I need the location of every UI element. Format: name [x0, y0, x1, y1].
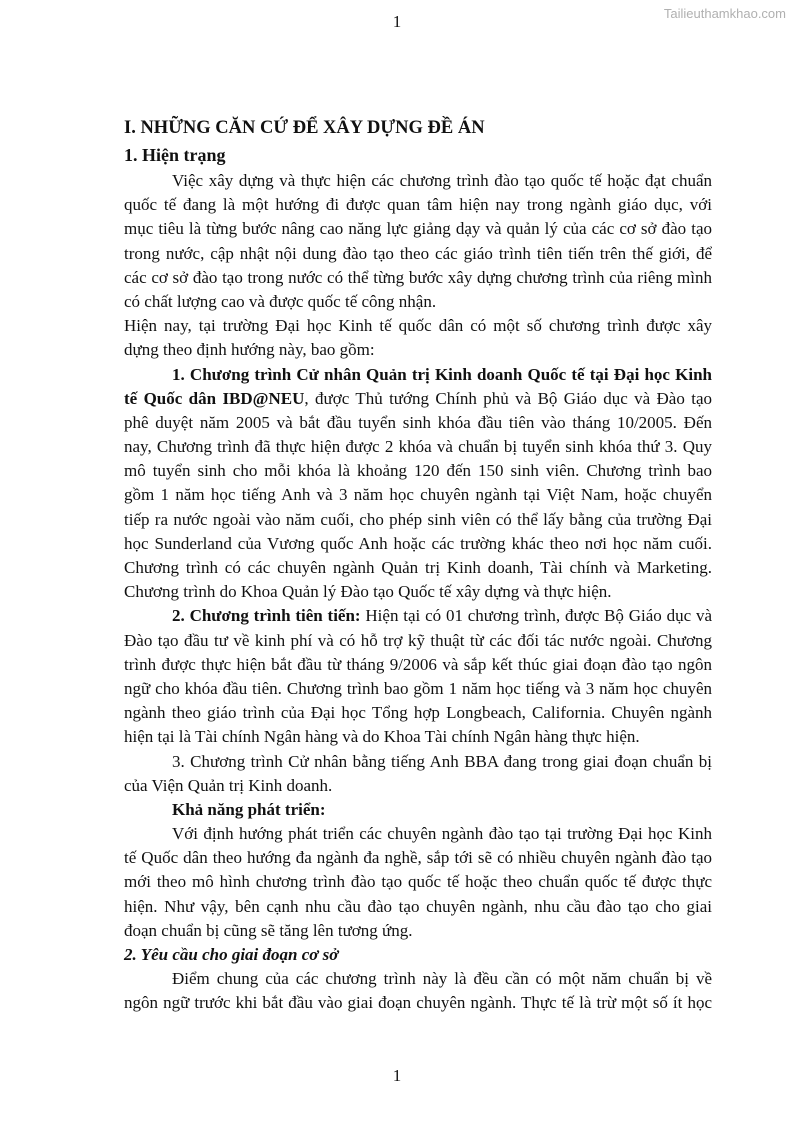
text-line: đoạn chuẩn bị cũng sẽ tăng lên tương ứng. [124, 920, 413, 940]
program-item-1 [124, 363, 712, 605]
text-line: Với định hướng phát triển các chuyên ngành đào tạo tại trường Đại học Kinh [172, 824, 712, 844]
text-line: hiện tại là Tài chính Ngân hàng và do Khoa Tài chính Ngân hàng thực hiện. [124, 727, 640, 747]
program-1-title-cont: tế Quốc dân IBD@NEU [124, 388, 305, 408]
text-line [124, 387, 712, 411]
paragraph-intro [124, 169, 712, 314]
text-span: Hiện tại có 01 chương trình, được Bộ Giáo dục và [360, 606, 712, 626]
development-title [124, 798, 712, 822]
program-1-title: 1. Chương trình Cử nhân Quản trị Kinh doanh Quốc tế tại Đại học Kinh [172, 364, 712, 384]
document-body [124, 114, 712, 1016]
section-title: I. NHỮNG CĂN CỨ ĐỂ XÂY DỰNG ĐỀ ÁN [124, 118, 485, 138]
text-line [124, 363, 712, 387]
paragraph-current-programs [124, 314, 712, 362]
text-line: học Sunderland của Vương quốc Anh hoặc các trường khác theo nơi học năm cuối. [124, 533, 712, 553]
text-line: có chất lượng cao và được quốc tế công nhận. [124, 291, 437, 311]
subsection-title-requirements: 2. Yêu cầu cho giai đoạn cơ sở [124, 945, 339, 964]
header-page-number: 1 [392, 12, 402, 31]
text-line: phê duyệt năm 2005 và bắt đầu tuyển sinh khóa đầu tiên vào tháng 10/2005. Đến [124, 412, 712, 432]
text-line: các cơ sở đào tạo trong nước có thể từng bước xây dựng chương trình của riêng mình [124, 267, 712, 287]
text-line: Chương trình có các chuyên ngành Quản trị Kinh doanh, Tài chính và Marketing. [124, 558, 712, 577]
text-line: mới theo mô hình chương trình đào tạo quốc tế hoặc theo chuẩn quốc tế được thực [124, 872, 712, 892]
text-line: trình được thực hiện bắt đầu từ tháng 9/2006 và sắp kết thúc giai đoạn đào tạo ngôn [124, 654, 712, 674]
program-item-3 [124, 750, 712, 798]
text-line: tế Quốc dân theo hướng đa ngành đa nghề, sắp tới sẽ có nhiều chuyên ngành đào tạo [124, 848, 712, 868]
text-line: ngành theo giáo trình của Đại học Tổng hợp Longbeach, California. Chuyên ngành [124, 703, 712, 723]
text-line: trong nước, cập nhật nội dung đào tạo theo các giáo trình tiên tiến trên thế giới, để [124, 243, 712, 263]
text-line: Chương trình do Khoa Quản lý Đào tạo Quốc tế xây dựng và thực hiện. [124, 582, 612, 602]
text-line: mô tuyển sinh cho mỗi khóa là khoảng 120 đến 150 sinh viên. Chương trình bao [124, 461, 712, 481]
text-line: ngôn ngữ trước khi bắt đầu vào giai đoạn chuyên ngành. Thực tế là trừ một số ít học [124, 993, 712, 1013]
text-line: quốc tế đang là một hướng đi được quan tâm hiện nay trong ngành giáo dục, với [124, 195, 712, 215]
text-line: gồm 1 năm học tiếng Anh và 3 năm học chuyên ngành tại Việt Nam, hoặc chuyển [124, 485, 712, 505]
text-line [124, 604, 712, 628]
text-line: hiện. Như vậy, bên cạnh nhu cầu đào tạo chuyên ngành, nhu cầu đào tạo cho giai [124, 896, 712, 916]
text-line: Điểm chung của các chương trình này là đều cần có một năm chuẩn bị về [172, 969, 712, 989]
text-line: mục tiêu là từng bước nâng cao năng lực giảng dạy và quản lý của các cơ sở đào tạo [124, 219, 712, 239]
paragraph-development [124, 822, 712, 943]
text-line: Việc xây dựng và thực hiện các chương trình đào tạo quốc tế hoặc đạt chuẩn [172, 171, 712, 190]
program-item-2 [124, 604, 712, 749]
text-line: tiếp ra nước ngoài vào năm cuối, cho phép sinh viên có thể lấy bằng của trường Đại [124, 509, 712, 529]
text-line: dựng theo định hướng này, bao gồm: [124, 340, 375, 360]
development-title-text: Khả năng phát triển: [172, 799, 326, 819]
subsection-title-hien-trang: 1. Hiện trạng [124, 145, 226, 165]
text-line: ngữ cho khóa đầu tiên. Chương trình bao gồm 1 năm học tiếng và 3 năm học chuyên [124, 678, 712, 698]
paragraph-requirements [124, 967, 712, 1015]
text-line: nay, Chương trình đã thực hiện được 2 khóa và chuẩn bị tuyển sinh khóa thứ 3. Quy [124, 437, 712, 457]
text-line: 3. Chương trình Cử nhân bằng tiếng Anh BBA đang trong giai đoạn chuẩn bị [172, 751, 712, 771]
text-line: Đào tạo đầu tư về kinh phí và có hỗ trợ kỹ thuật từ các đối tác nước ngoài. Chương [124, 630, 712, 650]
footer-page-number: 1 [392, 1066, 402, 1085]
program-2-title: 2. Chương trình tiên tiến: [172, 606, 361, 626]
watermark: Tailieuthamkhao.com [663, 6, 786, 21]
text-span: , được Thủ tướng Chính phủ và Bộ Giáo dục và Đào tạo [304, 388, 712, 408]
text-line: của Viện Quản trị Kinh doanh. [124, 775, 333, 795]
text-line: Hiện nay, tại trường Đại học Kinh tế quốc dân có một số chương trình được xây [124, 316, 712, 336]
